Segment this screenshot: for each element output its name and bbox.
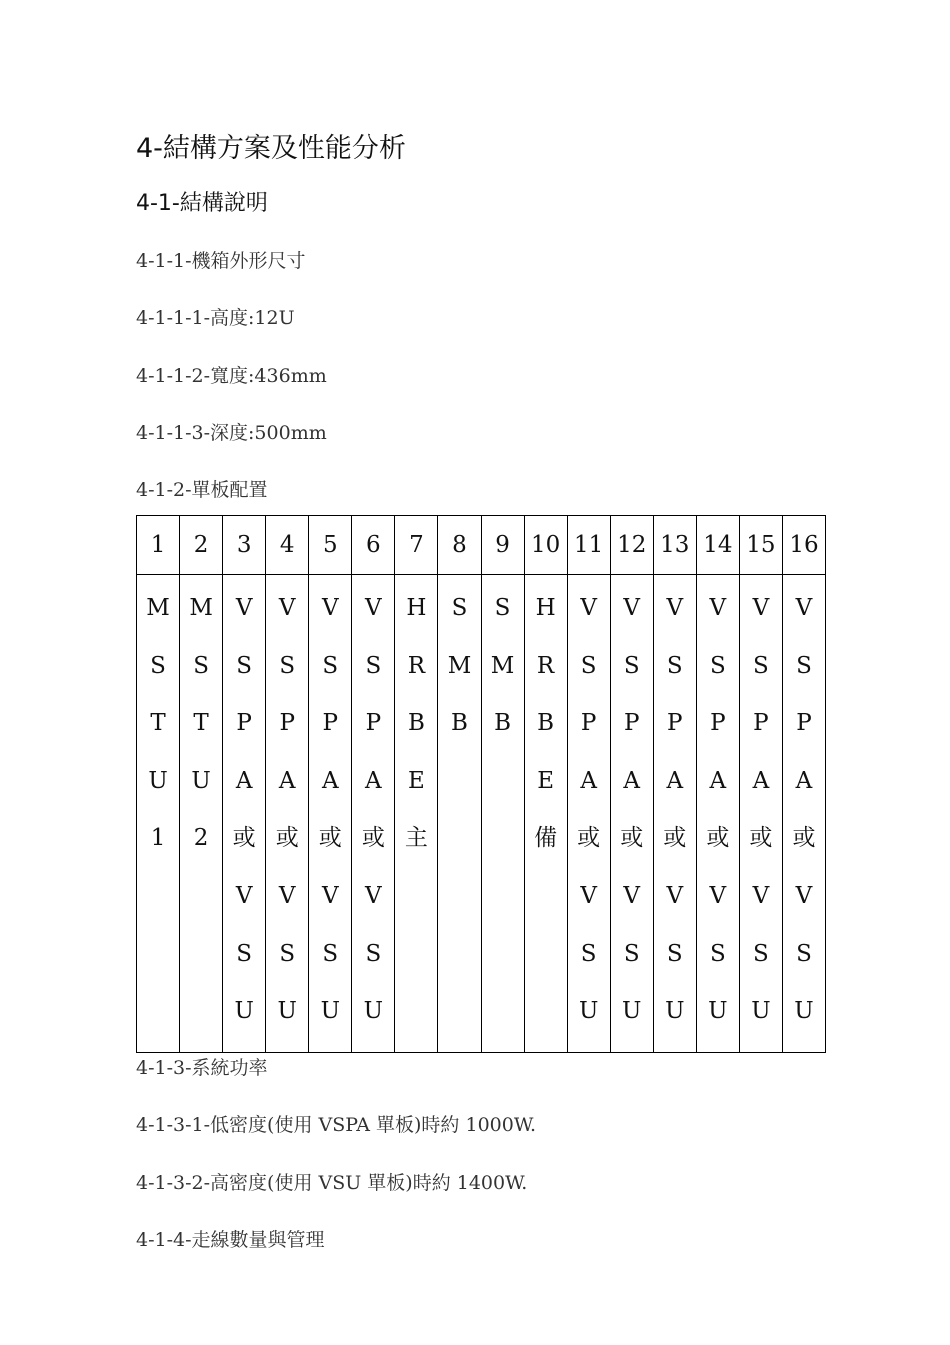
board-name-char: P [279, 710, 295, 737]
item-height: 4-1-1-1-高度:12U [136, 307, 295, 329]
section-heading: 4-結構方案及性能分析 [136, 133, 406, 164]
board-name-char: 1 [150, 825, 166, 852]
board-name-char: P [322, 710, 339, 737]
board-name-char: P [710, 710, 726, 737]
board-name-char: V [709, 882, 727, 909]
slot-number-cell: 12 [610, 516, 653, 575]
board-name-char: S [666, 940, 683, 967]
board-name-char: A [321, 767, 339, 794]
board-name-char: M [447, 652, 472, 679]
board-name-cell [223, 575, 266, 1053]
slot-number-cell: 16 [782, 516, 825, 575]
board-name-char: V [795, 882, 813, 909]
board-name-char: V [321, 882, 339, 909]
board-slot-table [136, 515, 826, 1053]
item-power-low-density: 4-1-3-1-低密度(使用 VSPA 單板)時約 1000W. [136, 1114, 537, 1136]
board-name-char: S [236, 652, 253, 679]
slot-number-row [137, 516, 826, 575]
board-name-char: V [235, 882, 253, 909]
slot-number-cell: 8 [438, 516, 481, 575]
item-depth: 4-1-1-3-深度:500mm [136, 422, 327, 444]
board-name-char: S [753, 652, 769, 679]
board-name-cell [696, 575, 739, 1053]
board-name-char: A [580, 767, 597, 794]
board-name-char: A [278, 767, 296, 794]
slot-number-cell: 10 [524, 516, 567, 575]
board-name-char: V [580, 595, 597, 621]
board-name-char: P [580, 710, 597, 737]
slot-number-cell: 13 [653, 516, 696, 575]
board-name-char: V [752, 595, 770, 621]
slot-number-cell: 7 [395, 516, 438, 575]
board-name-char: P [623, 710, 640, 737]
board-name-char: U [234, 998, 254, 1025]
board-name-char: M [189, 595, 213, 621]
item-power-high-density: 4-1-3-2-高密度(使用 VSU 單板)時約 1400W. [136, 1172, 528, 1194]
board-name-char: E [408, 767, 425, 794]
board-name-char: 2 [193, 825, 209, 852]
slot-number-cell: 9 [481, 516, 524, 575]
board-name-char: P [667, 710, 683, 737]
board-name-char: S [279, 652, 296, 679]
board-name-char: P [753, 710, 769, 737]
board-name-char: V [709, 595, 727, 621]
board-name-char: S [236, 940, 253, 967]
board-name-char: V [623, 595, 641, 621]
board-name-char: A [235, 767, 253, 794]
board-name-char: 或 [232, 825, 256, 852]
board-name-char: T [193, 710, 209, 737]
board-name-char: V [666, 595, 684, 621]
board-name-char: A [365, 767, 382, 794]
board-name-char: U [320, 998, 340, 1025]
board-name-char: U [277, 998, 297, 1025]
board-name-char: V [365, 882, 382, 909]
subsection-heading: 4-1-結構說明 [136, 191, 268, 216]
item-chassis-dimensions: 4-1-1-機箱外形尺寸 [136, 250, 306, 272]
board-name-char: R [536, 652, 555, 679]
board-name-char: A [795, 767, 813, 794]
board-name-cell [438, 575, 481, 1053]
slot-number-cell: 6 [352, 516, 395, 575]
board-name-char: V [666, 882, 684, 909]
board-name-cell [524, 575, 567, 1053]
board-name-char: S [150, 652, 166, 679]
board-name-cell [352, 575, 395, 1053]
board-name-char: V [795, 595, 813, 621]
board-name-char: M [490, 652, 515, 679]
board-name-char: E [537, 767, 554, 794]
board-name-cell [610, 575, 653, 1053]
board-name-cell [395, 575, 438, 1053]
board-name-char: B [451, 710, 468, 737]
board-name-char: 或 [749, 825, 773, 852]
board-name-char: S [322, 652, 339, 679]
board-name-char: U [751, 998, 771, 1025]
board-name-cell [137, 575, 180, 1053]
board-name-char: V [278, 595, 296, 621]
board-name-char: S [494, 595, 511, 621]
board-name-char: V [752, 882, 770, 909]
board-name-char: V [278, 882, 296, 909]
slot-number-cell: 5 [309, 516, 352, 575]
board-name-char: S [279, 940, 296, 967]
slot-number-cell: 1 [137, 516, 180, 575]
board-name-char: U [363, 998, 384, 1025]
board-name-char: 主 [404, 825, 428, 852]
board-name-cell [180, 575, 223, 1053]
board-name-char: S [365, 940, 382, 967]
board-name-char: 或 [361, 825, 385, 852]
board-name-char: S [796, 940, 812, 967]
board-name-char: U [622, 998, 642, 1025]
board-name-char: S [709, 652, 726, 679]
board-name-char: S [623, 652, 640, 679]
board-name-cell [309, 575, 352, 1053]
board-name-char: H [535, 595, 556, 621]
board-name-char: 或 [706, 825, 730, 852]
board-name-cell [653, 575, 696, 1053]
board-name-char: P [236, 710, 252, 737]
slot-number-cell: 2 [180, 516, 223, 575]
board-name-char: V [321, 595, 339, 621]
item-width: 4-1-1-2-寬度:436mm [136, 365, 327, 387]
item-system-power: 4-1-3-系統功率 [136, 1057, 268, 1079]
board-name-char: S [666, 652, 683, 679]
board-name-char: B [407, 710, 425, 737]
slot-number-cell: 14 [696, 516, 739, 575]
board-name-char: B [537, 710, 555, 737]
board-name-char: V [235, 595, 253, 621]
board-name-char: B [494, 710, 511, 737]
board-name-char: 或 [620, 825, 644, 852]
board-name-char: U [794, 998, 814, 1025]
board-name-char: U [708, 998, 728, 1025]
board-name-char: A [709, 767, 727, 794]
slot-number-cell: 3 [223, 516, 266, 575]
board-name-char: S [709, 940, 726, 967]
board-name-char: 備 [534, 825, 558, 852]
board-name-char: S [322, 940, 339, 967]
board-name-char: 或 [318, 825, 342, 852]
board-name-char: U [578, 998, 599, 1025]
board-name-char: S [365, 652, 382, 679]
board-name-cell [782, 575, 825, 1053]
board-name-cell [567, 575, 610, 1053]
slot-number-cell: 4 [266, 516, 309, 575]
board-name-char: V [580, 882, 597, 909]
board-name-char: S [451, 595, 468, 621]
slot-number-cell: 11 [567, 516, 610, 575]
board-name-char: A [623, 767, 641, 794]
board-name-char: S [796, 652, 812, 679]
board-name-char: P [796, 710, 812, 737]
board-name-char: M [146, 595, 170, 621]
board-name-char: S [753, 940, 769, 967]
board-name-char: 或 [577, 825, 601, 852]
board-name-char: A [752, 767, 770, 794]
board-name-char: U [665, 998, 685, 1025]
board-name-char: V [623, 882, 641, 909]
board-name-char: 或 [792, 825, 816, 852]
board-name-cell [739, 575, 782, 1053]
board-name-char: 或 [663, 825, 687, 852]
board-name-char: T [150, 710, 166, 737]
item-board-config: 4-1-2-單板配置 [136, 479, 268, 501]
item-cabling: 4-1-4-走線數量與管理 [136, 1229, 325, 1251]
board-name-char: U [191, 767, 211, 794]
board-name-char: A [666, 767, 684, 794]
board-name-char: S [623, 940, 640, 967]
board-name-char: S [193, 652, 209, 679]
board-name-char: P [365, 710, 382, 737]
board-name-char: S [580, 940, 597, 967]
board-name-char: 或 [275, 825, 299, 852]
board-name-cell [266, 575, 309, 1053]
board-name-char: S [580, 652, 597, 679]
board-name-char: V [365, 595, 382, 621]
slot-number-cell: 15 [739, 516, 782, 575]
board-name-cell [481, 575, 524, 1053]
board-name-char: H [406, 595, 427, 621]
board-name-char: U [148, 767, 168, 794]
board-name-row [137, 575, 826, 1053]
board-name-char: R [407, 652, 426, 679]
